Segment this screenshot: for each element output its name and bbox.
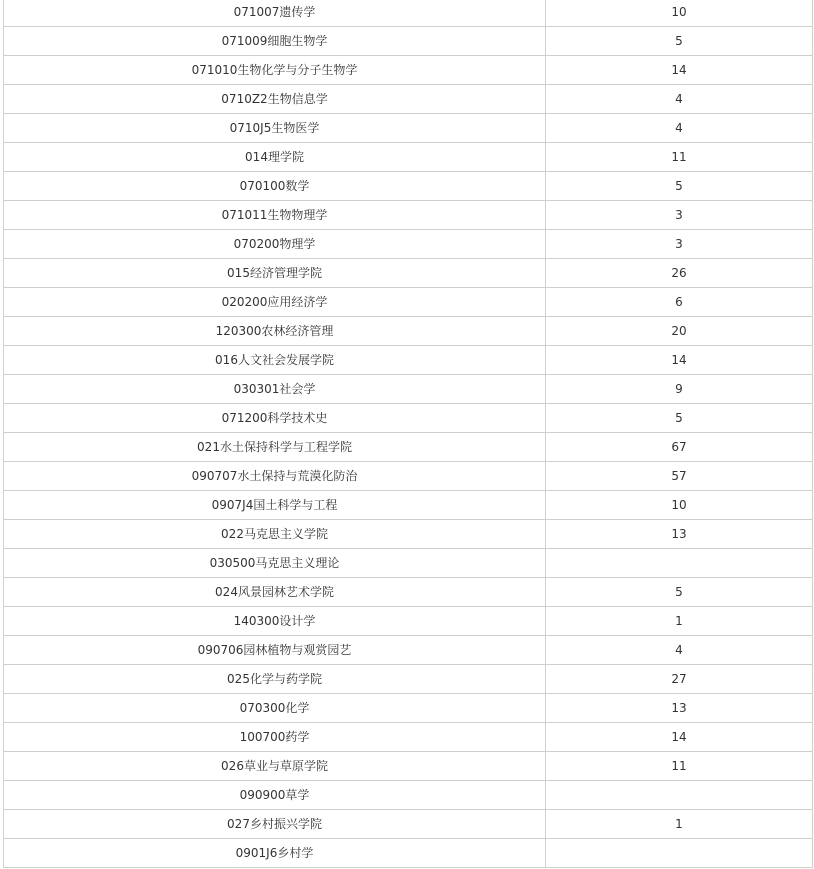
count-cell: 14 [546,346,813,375]
table-row [4,56,813,85]
program-name-cell: 022马克思主义学院 [4,520,546,549]
program-name-cell: 026草业与草原学院 [4,752,546,781]
count-cell: 26 [546,259,813,288]
table-row [4,694,813,723]
table-row [4,723,813,752]
program-name-cell: 020200应用经济学 [4,288,546,317]
program-name-cell: 071010生物化学与分子生物学 [4,56,546,85]
count-cell: 10 [546,491,813,520]
program-name-cell: 025化学与药学院 [4,665,546,694]
program-name-cell: 071200科学技术史 [4,404,546,433]
count-cell: 6 [546,288,813,317]
table-row [4,404,813,433]
count-cell: 14 [546,723,813,752]
count-cell [546,549,813,578]
program-name-cell: 014理学院 [4,143,546,172]
program-name-cell: 016人文社会发展学院 [4,346,546,375]
count-cell: 11 [546,143,813,172]
table-row [4,636,813,665]
program-name-cell: 070300化学 [4,694,546,723]
table-row [4,491,813,520]
program-name-cell: 0901J6乡村学 [4,839,546,868]
count-cell: 5 [546,578,813,607]
count-cell: 4 [546,114,813,143]
count-cell: 1 [546,810,813,839]
count-cell: 3 [546,201,813,230]
table-row [4,172,813,201]
program-name-cell: 027乡村振兴学院 [4,810,546,839]
table-row [4,230,813,259]
count-cell: 20 [546,317,813,346]
count-cell: 4 [546,85,813,114]
program-name-cell: 070100数学 [4,172,546,201]
program-name-cell: 090707水土保持与荒漠化防治 [4,462,546,491]
table-row [4,462,813,491]
table-row [4,27,813,56]
table-row [4,810,813,839]
count-cell [546,839,813,868]
table-row [4,520,813,549]
count-cell: 11 [546,752,813,781]
table-row [4,201,813,230]
table-row [4,665,813,694]
count-cell: 13 [546,694,813,723]
program-name-cell: 090706园林植物与观赏园艺 [4,636,546,665]
table-body [4,0,813,868]
count-cell: 5 [546,27,813,56]
count-cell: 57 [546,462,813,491]
table-row [4,317,813,346]
table-row [4,143,813,172]
program-name-cell: 071007遗传学 [4,0,546,27]
program-name-cell: 070200物理学 [4,230,546,259]
count-cell: 5 [546,172,813,201]
table-row [4,259,813,288]
count-cell: 4 [546,636,813,665]
table-row [4,549,813,578]
table-row [4,375,813,404]
table-row [4,288,813,317]
program-name-cell: 140300设计学 [4,607,546,636]
table-row [4,752,813,781]
table-row [4,781,813,810]
program-name-cell: 100700药学 [4,723,546,752]
program-name-cell: 071009细胞生物学 [4,27,546,56]
program-name-cell: 015经济管理学院 [4,259,546,288]
count-cell: 5 [546,404,813,433]
count-cell: 3 [546,230,813,259]
table-row [4,114,813,143]
program-name-cell: 0710J5生物医学 [4,114,546,143]
count-cell: 27 [546,665,813,694]
table-row [4,85,813,114]
program-name-cell: 090900草学 [4,781,546,810]
table-row [4,578,813,607]
count-cell: 13 [546,520,813,549]
program-name-cell: 0907J4国土科学与工程 [4,491,546,520]
table-row [4,607,813,636]
program-name-cell: 071011生物物理学 [4,201,546,230]
table-row [4,839,813,868]
count-cell: 14 [546,56,813,85]
enrollment-table [3,0,813,868]
program-name-cell: 120300农林经济管理 [4,317,546,346]
program-name-cell: 030301社会学 [4,375,546,404]
count-cell: 9 [546,375,813,404]
count-cell: 10 [546,0,813,27]
table-row [4,433,813,462]
count-cell [546,781,813,810]
table-row [4,346,813,375]
program-name-cell: 021水土保持科学与工程学院 [4,433,546,462]
program-name-cell: 0710Z2生物信息学 [4,85,546,114]
program-name-cell: 030500马克思主义理论 [4,549,546,578]
count-cell: 1 [546,607,813,636]
table-row [4,0,813,27]
program-name-cell: 024风景园林艺术学院 [4,578,546,607]
count-cell: 67 [546,433,813,462]
